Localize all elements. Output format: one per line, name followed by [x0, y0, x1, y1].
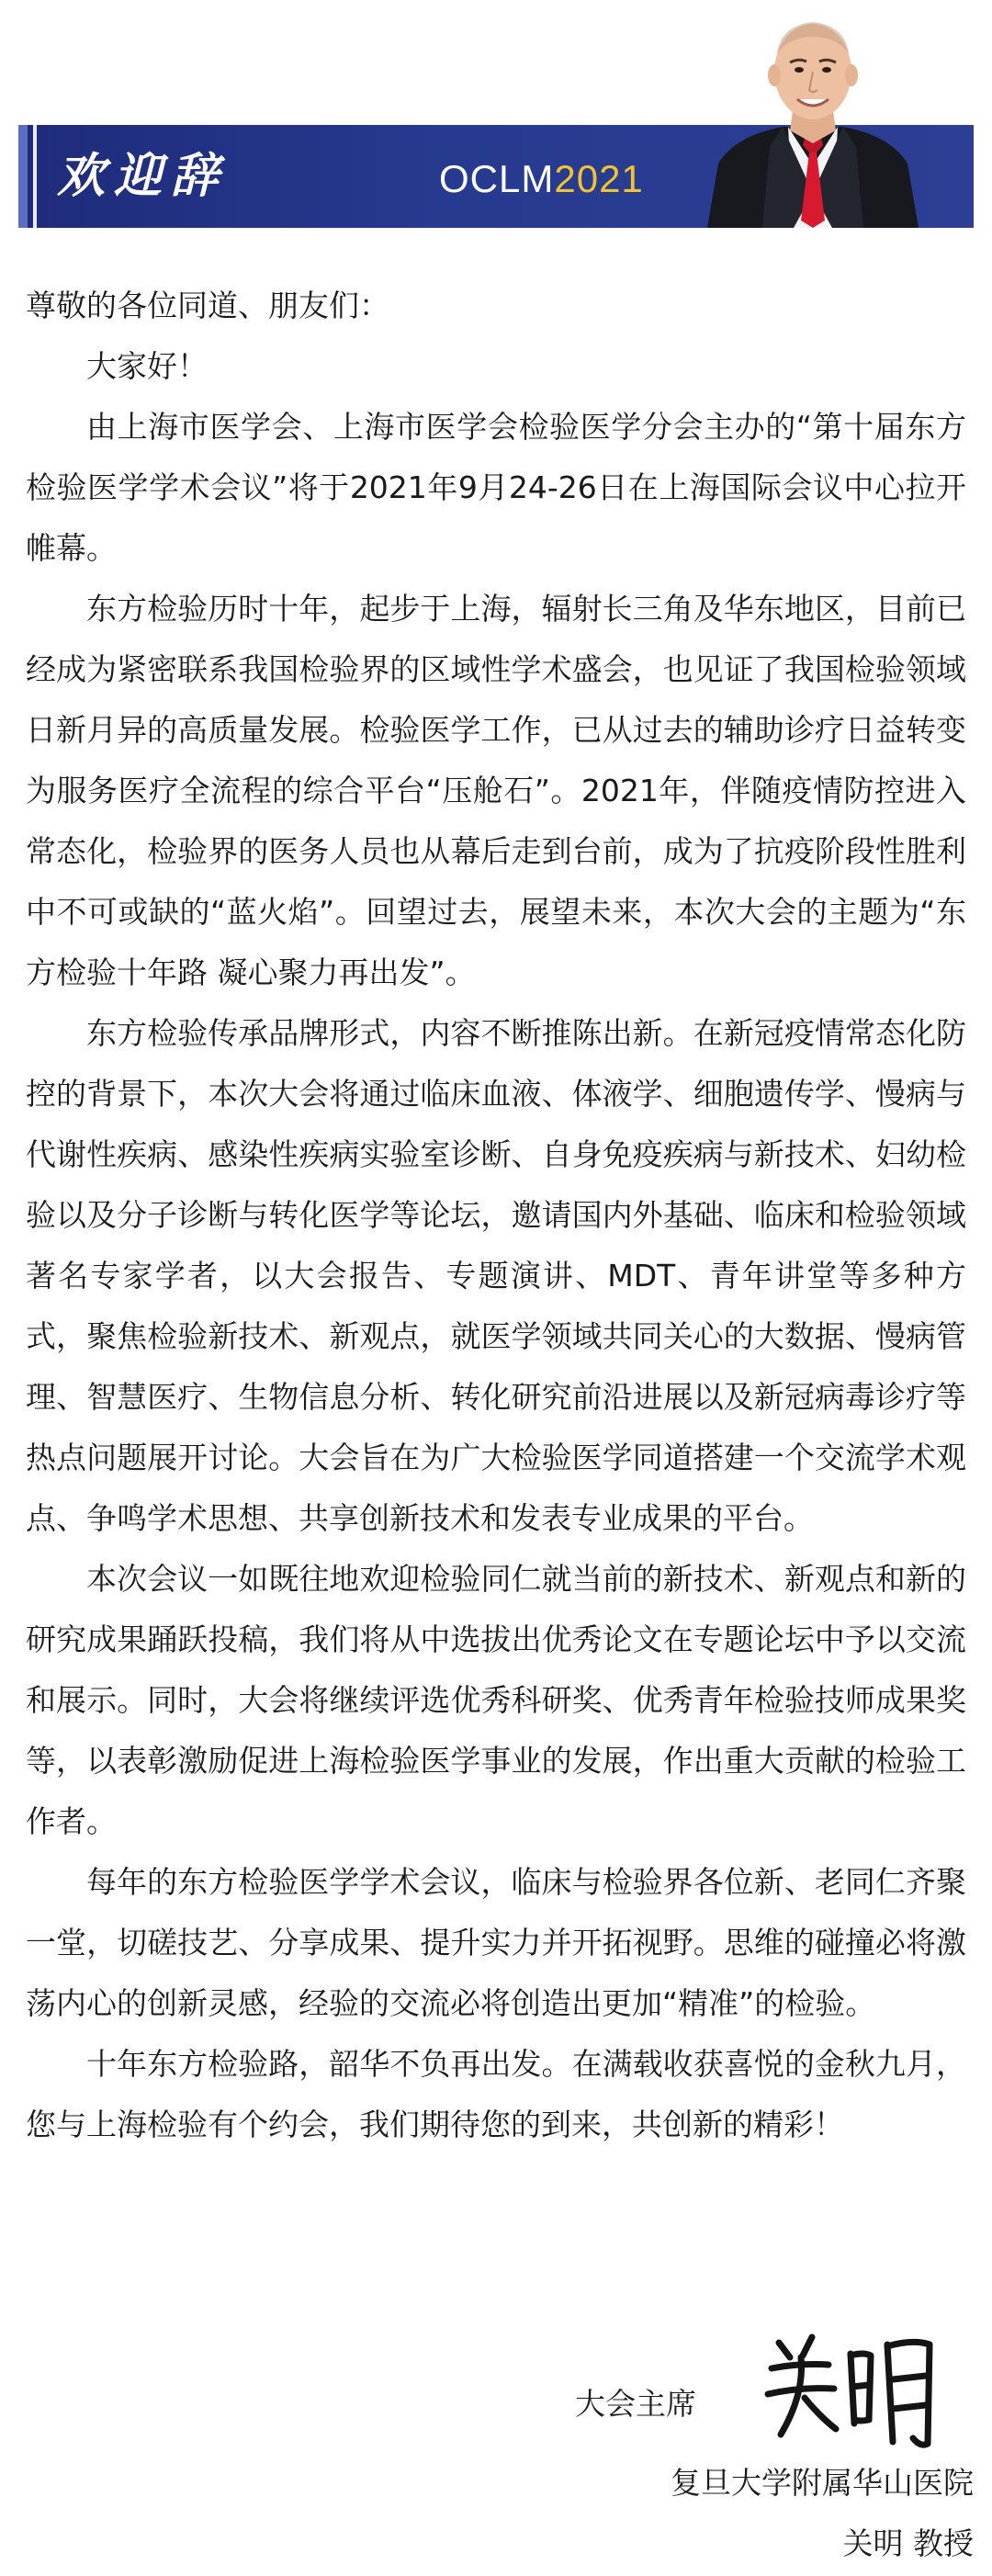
signature-name: 关明 教授 — [842, 2525, 974, 2561]
handwritten-signature — [759, 2321, 942, 2449]
letter-paragraph: 本次会议一如既往地欢迎检验同仁就当前的新技术、新观点和新的研究成果踊跃投稿，我们将从中选拔出优秀论文在专题论坛中予以交流和展示。同时，大会将继续评选优秀科研奖、优秀青年检验技师成果奖等，以表彰激励促进上海检验医学事业的发展，作出重大贡献的检验工作者。 — [26, 1561, 966, 1839]
banner-accent-line — [33, 125, 37, 228]
letter-paragraph: 每年的东方检验医学学术会议，临床与检验界各位新、老同仁齐聚一堂，切磋技艺、分享成果、提升实力并开拓视野。思维的碰撞必将激荡内心的创新灵感，经验的交流必将创造出更加“精准”的检验。 — [26, 1864, 966, 2021]
welcome-letter — [26, 276, 966, 2155]
conference-brand — [439, 147, 644, 211]
letter-paragraph: 十年东方检验路，韶华不负再出发。在满载收获喜悦的金秋九月，您与上海检验有个约会，我们期待您的到来，共创新的精彩！ — [26, 2046, 966, 2142]
signature-organization: 复旦大学附属华山医院 — [671, 2465, 974, 2501]
letter-paragraph: 东方检验历时十年，起步于上海，辐射长三角及华东地区，目前已经成为紧密联系我国检验界的区域性学术盛会，也见证了我国检验领域日新月异的高质量发展。检验医学工作，已从过去的辅助诊疗日益转变为服务医疗全流程的综合平台“压舱石”。2021年，伴随疫情防控进入常态化，检验界的医务人员也从幕后走到台前，成为了抗疫阶段性胜利中不可或缺的“蓝火焰”。回望过去，展望未来，本次大会的主题为“东方检验十年路 凝心聚力再出发”。 — [26, 591, 966, 990]
banner-accent-stripe — [18, 125, 28, 228]
brand-name: OCLM — [439, 157, 555, 200]
brand-year: 2021 — [554, 157, 644, 200]
signature-role: 大会主席 — [575, 2386, 696, 2422]
letter-paragraph: 东方检验传承品牌形式，内容不断推陈出新。在新冠疫情常态化防控的背景下，本次大会将通过临床血液、体液学、细胞遗传学、慢病与代谢性疾病、感染性疾病实验室诊断、自身免疫疾病与新技术、妇幼检验以及分子诊断与转化医学等论坛，邀请国内外基础、临床和检验领域著名专家学者，以大会报告、专题演讲、MDT、青年讲堂等多种方式，聚焦检验新技术、新观点，就医学领域共同关心的大数据、慢病管理、智慧医疗、生物信息分析、转化研究前沿进展以及新冠病毒诊疗等热点问题展开讨论。大会旨在为广大检验医学同道搭建一个交流学术观点、争鸣学术思想、共享创新技术和发表专业成果的平台。 — [26, 1015, 966, 1536]
chairman-portrait — [698, 9, 928, 228]
letter-salutation: 尊敬的各位同道、朋友们： — [26, 288, 389, 323]
letter-greeting: 大家好！ — [86, 348, 208, 384]
letter-paragraph: 由上海市医学会、上海市医学会检验医学分会主办的“第十届东方检验医学学术会议”将于2021年9月24-26日在上海国际会议中心拉开帷幕。 — [26, 409, 966, 566]
page-title: 欢迎辞 — [57, 148, 229, 204]
